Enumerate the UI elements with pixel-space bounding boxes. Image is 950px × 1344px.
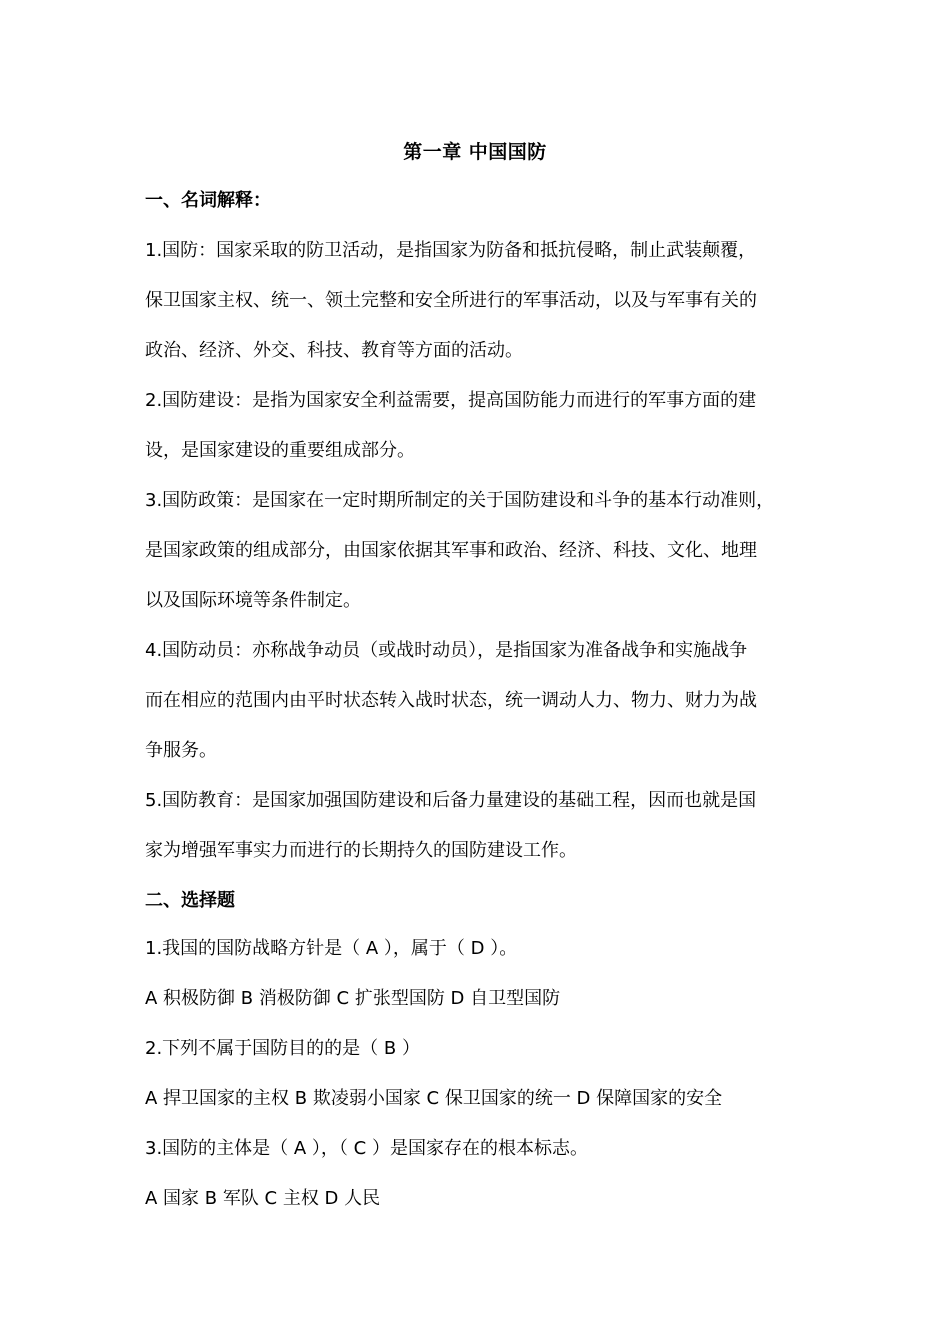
question-line: 2.下列不属于国防目的的是（ B ） [145, 1038, 420, 1059]
definition-line: 设，是国家建设的重要组成部分。 [145, 440, 415, 461]
definition-line: 保卫国家主权、统一、领土完整和安全所进行的军事活动，以及与军事有关的 [145, 290, 757, 311]
options-line: A 积极防御 B 消极防御 C 扩张型国防 D 自卫型国防 [145, 988, 561, 1009]
section-heading-definitions: 一、名词解释： [145, 190, 271, 211]
definition-line: 1.国防：国家采取的防卫活动，是指国家为防备和抵抗侵略，制止武装颠覆， [145, 240, 757, 261]
definition-line: 2.国防建设：是指为国家安全利益需要，提高国防能力而进行的军事方面的建 [145, 390, 757, 411]
definition-line: 5.国防教育：是国家加强国防建设和后备力量建设的基础工程，因而也就是国 [145, 790, 757, 811]
definition-line: 而在相应的范围内由平时状态转入战时状态，统一调动人力、物力、财力为战 [145, 690, 757, 711]
definition-line: 政治、经济、外交、科技、教育等方面的活动。 [145, 340, 523, 361]
options-line: A 国家 B 军队 C 主权 D 人民 [145, 1188, 381, 1209]
question-line: 1.我国的国防战略方针是（ A ），属于（ D ）。 [145, 938, 518, 959]
options-line: A 捍卫国家的主权 B 欺凌弱小国家 C 保卫国家的统一 D 保障国家的安全 [145, 1088, 723, 1109]
definition-line: 以及国际环境等条件制定。 [145, 590, 361, 611]
question-line: 3.国防的主体是（ A ），（ C ）是国家存在的根本标志。 [145, 1138, 588, 1159]
definition-line: 3.国防政策：是国家在一定时期所制定的关于国防建设和斗争的基本行动准则， [145, 490, 775, 511]
definition-line: 家为增强军事实力而进行的长期持久的国防建设工作。 [145, 840, 577, 861]
definition-line: 争服务。 [145, 740, 217, 761]
section-heading-choices: 二、选择题 [145, 890, 235, 911]
definition-line: 4.国防动员：亦称战争动员（或战时动员），是指国家为准备战争和实施战争 [145, 640, 748, 661]
definition-line: 是国家政策的组成部分，由国家依据其军事和政治、经济、科技、文化、地理 [145, 540, 757, 561]
chapter-title: 第一章 中国国防 [403, 141, 547, 163]
